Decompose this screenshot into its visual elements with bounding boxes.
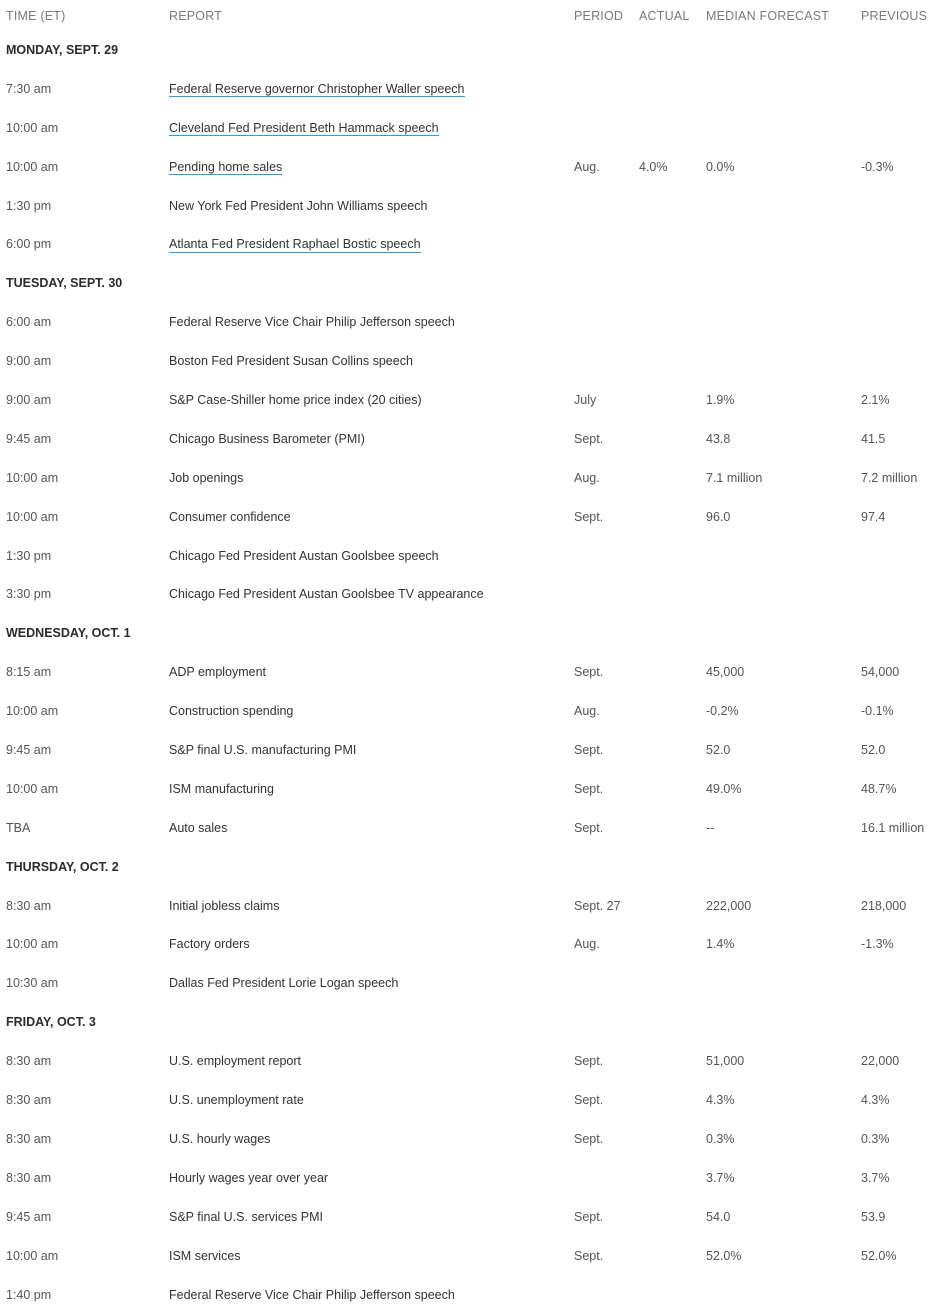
report-cell: New York Fed President John Williams speech xyxy=(169,200,427,213)
time-cell: 1:30 pm xyxy=(6,550,51,563)
previous-cell: 2.1% xyxy=(861,394,890,407)
table-row xyxy=(0,500,928,539)
median-forecast-cell: 54.0 xyxy=(706,1211,730,1224)
table-row xyxy=(0,189,928,228)
time-cell: 10:00 am xyxy=(6,122,58,135)
report-cell: S&P final U.S. services PMI xyxy=(169,1211,323,1224)
report-cell: Factory orders xyxy=(169,938,250,951)
time-cell: 3:30 pm xyxy=(6,588,51,601)
table-row xyxy=(0,1044,928,1083)
report-link[interactable]: Pending home sales xyxy=(169,161,282,176)
table-row xyxy=(0,966,928,1005)
table-row xyxy=(0,889,928,928)
time-cell: 10:00 am xyxy=(6,1250,58,1263)
time-cell: 8:30 am xyxy=(6,1133,51,1146)
day-label: WEDNESDAY, OCT. 1 xyxy=(6,627,131,640)
time-cell: 9:45 am xyxy=(6,433,51,446)
table-row xyxy=(0,655,928,694)
day-label: THURSDAY, OCT. 2 xyxy=(6,861,119,874)
previous-cell: 218,000 xyxy=(861,900,906,913)
report-cell: Chicago Business Barometer (PMI) xyxy=(169,433,365,446)
table-row xyxy=(0,383,928,422)
period-cell: Sept. xyxy=(574,511,603,524)
header-time: TIME (ET) xyxy=(6,10,65,23)
median-forecast-cell: 4.3% xyxy=(706,1094,735,1107)
report-cell: ISM services xyxy=(169,1250,241,1263)
period-cell: Sept. xyxy=(574,783,603,796)
time-cell: 6:00 am xyxy=(6,316,51,329)
period-cell: Aug. xyxy=(574,161,600,174)
report-cell: U.S. unemployment rate xyxy=(169,1094,304,1107)
period-cell: Sept. xyxy=(574,1133,603,1146)
previous-cell: 52.0% xyxy=(861,1250,896,1263)
time-cell: 10:00 am xyxy=(6,705,58,718)
previous-cell: 0.3% xyxy=(861,1133,890,1146)
report-cell: U.S. hourly wages xyxy=(169,1133,270,1146)
table-row xyxy=(0,1278,928,1316)
period-cell: Aug. xyxy=(574,472,600,485)
report-cell: S&P final U.S. manufacturing PMI xyxy=(169,744,356,757)
median-forecast-cell: 7.1 million xyxy=(706,472,762,485)
table-row xyxy=(0,1161,928,1200)
previous-cell: 41.5 xyxy=(861,433,885,446)
day-label: FRIDAY, OCT. 3 xyxy=(6,1016,96,1029)
header-previous: PREVIOUS xyxy=(861,10,927,23)
period-cell: Sept. xyxy=(574,744,603,757)
time-cell: 1:30 pm xyxy=(6,200,51,213)
previous-cell: 16.1 million xyxy=(861,822,924,835)
header-report: REPORT xyxy=(169,10,222,23)
report-cell: Auto sales xyxy=(169,822,227,835)
median-forecast-cell: -- xyxy=(706,822,714,835)
day-label: TUESDAY, SEPT. 30 xyxy=(6,277,122,290)
time-cell: 10:00 am xyxy=(6,938,58,951)
report-cell: Federal Reserve Vice Chair Philip Jefferson speech xyxy=(169,1289,455,1302)
table-row xyxy=(0,927,928,966)
time-cell: 9:00 am xyxy=(6,355,51,368)
table-row xyxy=(0,772,928,811)
time-cell: 10:00 am xyxy=(6,161,58,174)
table-row xyxy=(0,539,928,578)
time-cell: 8:30 am xyxy=(6,1172,51,1185)
period-cell: Sept. 27 xyxy=(574,900,621,913)
report-cell: Hourly wages year over year xyxy=(169,1172,328,1185)
previous-cell: 3.7% xyxy=(861,1172,890,1185)
period-cell: Sept. xyxy=(574,1211,603,1224)
previous-cell: 48.7% xyxy=(861,783,896,796)
period-cell: Aug. xyxy=(574,705,600,718)
period-cell: July xyxy=(574,394,596,407)
median-forecast-cell: 3.7% xyxy=(706,1172,735,1185)
time-cell: 10:00 am xyxy=(6,511,58,524)
table-row xyxy=(0,305,928,344)
previous-cell: 52.0 xyxy=(861,744,885,757)
previous-cell: -1.3% xyxy=(861,938,894,951)
period-cell: Sept. xyxy=(574,1055,603,1068)
time-cell: 10:30 am xyxy=(6,977,58,990)
header-median-forecast: MEDIAN FORECAST xyxy=(706,10,829,23)
report-link[interactable]: Federal Reserve governor Christopher Waller speech xyxy=(169,83,465,98)
table-row xyxy=(0,227,928,266)
previous-cell: 4.3% xyxy=(861,1094,890,1107)
table-row xyxy=(0,1200,928,1239)
median-forecast-cell: 52.0 xyxy=(706,744,730,757)
day-header-row xyxy=(0,266,928,305)
table-row xyxy=(0,694,928,733)
report-cell: Construction spending xyxy=(169,705,293,718)
report-cell: S&P Case-Shiller home price index (20 cities) xyxy=(169,394,422,407)
time-cell: 10:00 am xyxy=(6,472,58,485)
report-link[interactable]: Cleveland Fed President Beth Hammack speech xyxy=(169,122,439,137)
time-cell: 8:30 am xyxy=(6,900,51,913)
time-cell: 8:15 am xyxy=(6,666,51,679)
table-row xyxy=(0,1083,928,1122)
median-forecast-cell: 45,000 xyxy=(706,666,744,679)
median-forecast-cell: 49.0% xyxy=(706,783,741,796)
table-row xyxy=(0,811,928,850)
table-row xyxy=(0,461,928,500)
time-cell: 6:00 pm xyxy=(6,238,51,251)
period-cell: Sept. xyxy=(574,822,603,835)
period-cell: Sept. xyxy=(574,433,603,446)
report-cell: Federal Reserve Vice Chair Philip Jefferson speech xyxy=(169,316,455,329)
median-forecast-cell: -0.2% xyxy=(706,705,739,718)
table-row xyxy=(0,733,928,772)
report-cell: Initial jobless claims xyxy=(169,900,279,913)
table-row xyxy=(0,422,928,461)
header-actual: ACTUAL xyxy=(639,10,690,23)
day-label: MONDAY, SEPT. 29 xyxy=(6,44,118,57)
period-cell: Aug. xyxy=(574,938,600,951)
median-forecast-cell: 43.8 xyxy=(706,433,730,446)
table-header xyxy=(0,0,928,33)
previous-cell: 97.4 xyxy=(861,511,885,524)
median-forecast-cell: 0.3% xyxy=(706,1133,735,1146)
time-cell: 7:30 am xyxy=(6,83,51,96)
day-header-row xyxy=(0,1005,928,1044)
median-forecast-cell: 222,000 xyxy=(706,900,751,913)
report-link[interactable]: Atlanta Fed President Raphael Bostic speech xyxy=(169,238,421,253)
median-forecast-cell: 96.0 xyxy=(706,511,730,524)
report-cell: Dallas Fed President Lorie Logan speech xyxy=(169,977,398,990)
median-forecast-cell: 52.0% xyxy=(706,1250,741,1263)
median-forecast-cell: 1.9% xyxy=(706,394,735,407)
previous-cell: -0.1% xyxy=(861,705,894,718)
table-row xyxy=(0,344,928,383)
report-cell: ADP employment xyxy=(169,666,266,679)
period-cell: Sept. xyxy=(574,666,603,679)
time-cell: 9:45 am xyxy=(6,744,51,757)
report-cell: Job openings xyxy=(169,472,243,485)
report-cell: Boston Fed President Susan Collins speech xyxy=(169,355,413,368)
previous-cell: 54,000 xyxy=(861,666,899,679)
table-row xyxy=(0,1122,928,1161)
previous-cell: 7.2 million xyxy=(861,472,917,485)
median-forecast-cell: 51,000 xyxy=(706,1055,744,1068)
time-cell: 9:45 am xyxy=(6,1211,51,1224)
time-cell: 8:30 am xyxy=(6,1055,51,1068)
report-cell: Chicago Fed President Austan Goolsbee TV appearance xyxy=(169,588,484,601)
table-row xyxy=(0,150,928,189)
report-cell: Chicago Fed President Austan Goolsbee speech xyxy=(169,550,439,563)
day-header-row xyxy=(0,850,928,889)
report-cell: U.S. employment report xyxy=(169,1055,301,1068)
table-row xyxy=(0,72,928,111)
period-cell: Sept. xyxy=(574,1094,603,1107)
time-cell: 8:30 am xyxy=(6,1094,51,1107)
period-cell: Sept. xyxy=(574,1250,603,1263)
header-period: PERIOD xyxy=(574,10,623,23)
table-body xyxy=(0,33,928,1316)
table-row xyxy=(0,577,928,616)
previous-cell: -0.3% xyxy=(861,161,894,174)
table-row xyxy=(0,1239,928,1278)
report-cell: ISM manufacturing xyxy=(169,783,274,796)
time-cell: 1:40 pm xyxy=(6,1289,51,1302)
time-cell: TBA xyxy=(6,822,30,835)
previous-cell: 22,000 xyxy=(861,1055,899,1068)
day-header-row xyxy=(0,616,928,655)
median-forecast-cell: 1.4% xyxy=(706,938,735,951)
previous-cell: 53.9 xyxy=(861,1211,885,1224)
table-row xyxy=(0,111,928,150)
actual-cell: 4.0% xyxy=(639,161,668,174)
median-forecast-cell: 0.0% xyxy=(706,161,735,174)
day-header-row xyxy=(0,33,928,72)
time-cell: 10:00 am xyxy=(6,783,58,796)
time-cell: 9:00 am xyxy=(6,394,51,407)
report-cell: Consumer confidence xyxy=(169,511,291,524)
